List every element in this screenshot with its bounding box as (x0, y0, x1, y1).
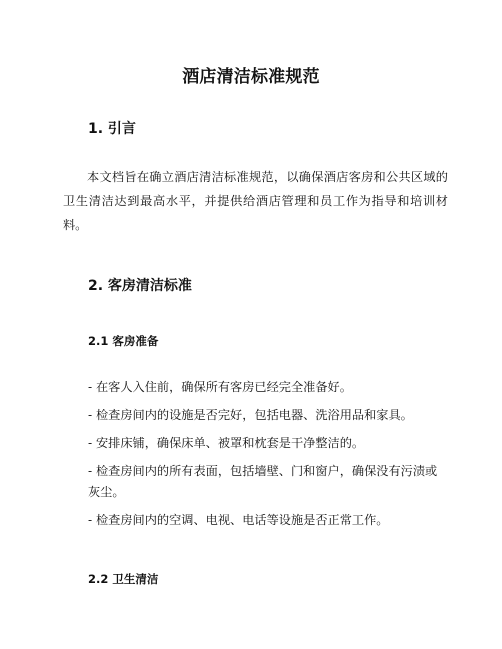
document-title: 酒店清洁标准规范 (182, 67, 320, 87)
list-item: - 检查房间内的所有表面，包括墙壁、门和窗户，确保没有污渍或灰尘。 (88, 464, 438, 499)
intro-paragraph: 本文档旨在确立酒店清洁标准规范，以确保酒店客房和公共区域的卫生清洁达到最高水平，并提供给酒店管理和员工作为指导和培训材料。 (63, 170, 448, 232)
list-item: - 检查房间内的空调、电视、电话等设施是否正常工作。 (88, 513, 389, 527)
subsection-heading-room-prep: 2.1 客房准备 (88, 334, 159, 348)
room-prep-list (88, 377, 448, 538)
list-item: - 检查房间内的设施是否完好，包括电器、洗浴用品和家具。 (88, 408, 413, 422)
section-heading-room-cleaning: 2. 客房清洁标准 (88, 278, 192, 294)
list-item: - 安排床铺，确保床单、被罩和枕套是干净整洁的。 (88, 436, 365, 450)
list-item: - 在客人入住前，确保所有客房已经完全准备好。 (88, 380, 352, 394)
section-heading-intro: 1. 引言 (88, 121, 136, 137)
subsection-heading-hygiene: 2.2 卫生清洁 (88, 572, 159, 586)
